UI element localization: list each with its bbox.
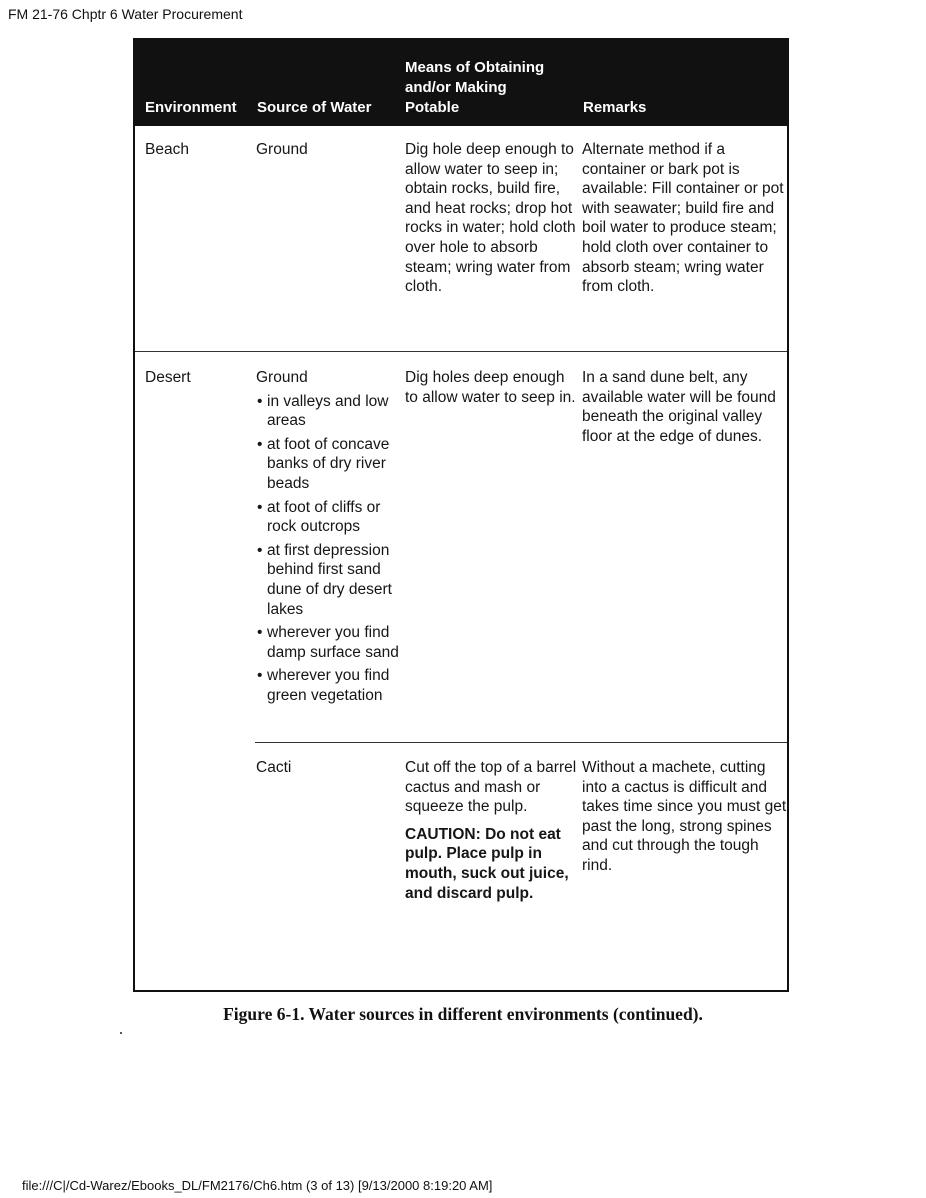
list-item: • in valleys and low areas [256, 392, 406, 431]
header-means: Means of Obtaining and/or Making Potable [405, 59, 545, 116]
ground-location-list [256, 392, 406, 706]
desert-environment: Desert [145, 369, 191, 386]
list-item: • wherever you find damp surface sand [256, 623, 406, 662]
page-footer: file:///C|/Cd-Warez/Ebooks_DL/FM2176/Ch6.htm (3 of 13) [9/13/2000 8:19:20 AM] [22, 1178, 493, 1193]
desert-ground-means: Dig holes deep enough to allow water to seep in. [405, 369, 576, 406]
beach-means: Dig hole deep enough to allow water to seep in; obtain rocks, build fire, and heat rocks; drop hot rocks in water; hold cloth over hole to absorb steam; wring water from cloth. [405, 141, 576, 296]
beach-source: Ground [256, 141, 308, 158]
water-sources-table [133, 38, 789, 992]
page-header: FM 21-76 Chptr 6 Water Procurement [8, 6, 243, 22]
header-remarks: Remarks [583, 99, 647, 116]
caution-note: CAUTION: Do not eat pulp. Place pulp in mouth, suck out juice, and discard pulp. [405, 825, 569, 902]
beach-environment: Beach [145, 141, 189, 158]
beach-remarks: Alternate method if a container or bark pot is available: Fill container or pot with seawater; build fire and boil water to produce steam; hold cloth over container to absorb steam; wring water from cloth. [582, 141, 784, 296]
cacti-means-block [405, 758, 577, 903]
stray-mark [120, 1032, 122, 1034]
cacti-source: Cacti [256, 759, 292, 776]
row-divider [135, 351, 787, 352]
figure-caption: Figure 6-1. Water sources in different environments (continued). [223, 1004, 703, 1024]
list-item: • wherever you find green vegetation [256, 666, 406, 705]
header-source: Source of Water [257, 99, 372, 116]
cacti-means: Cut off the top of a barrel cactus and mash or squeeze the pulp. [405, 759, 577, 816]
list-item: • at foot of concave banks of dry river beads [256, 435, 406, 494]
cacti-remarks: Without a machete, cutting into a cactus is difficult and takes time since you must get past the long, strong spines and cut through the tough rind. [582, 759, 787, 874]
list-item: • at first depression behind first sand dune of dry desert lakes [256, 541, 406, 619]
desert-ground-remarks: In a sand dune belt, any available water will be found beneath the original valley floor at the edge of dunes. [582, 369, 776, 445]
list-item: • at foot of cliffs or rock outcrops [256, 498, 406, 537]
desert-ground-source [256, 368, 406, 706]
header-environment: Environment [145, 99, 237, 116]
table-header [135, 40, 787, 126]
row-divider [255, 742, 787, 743]
desert-ground-label: Ground [256, 369, 308, 386]
